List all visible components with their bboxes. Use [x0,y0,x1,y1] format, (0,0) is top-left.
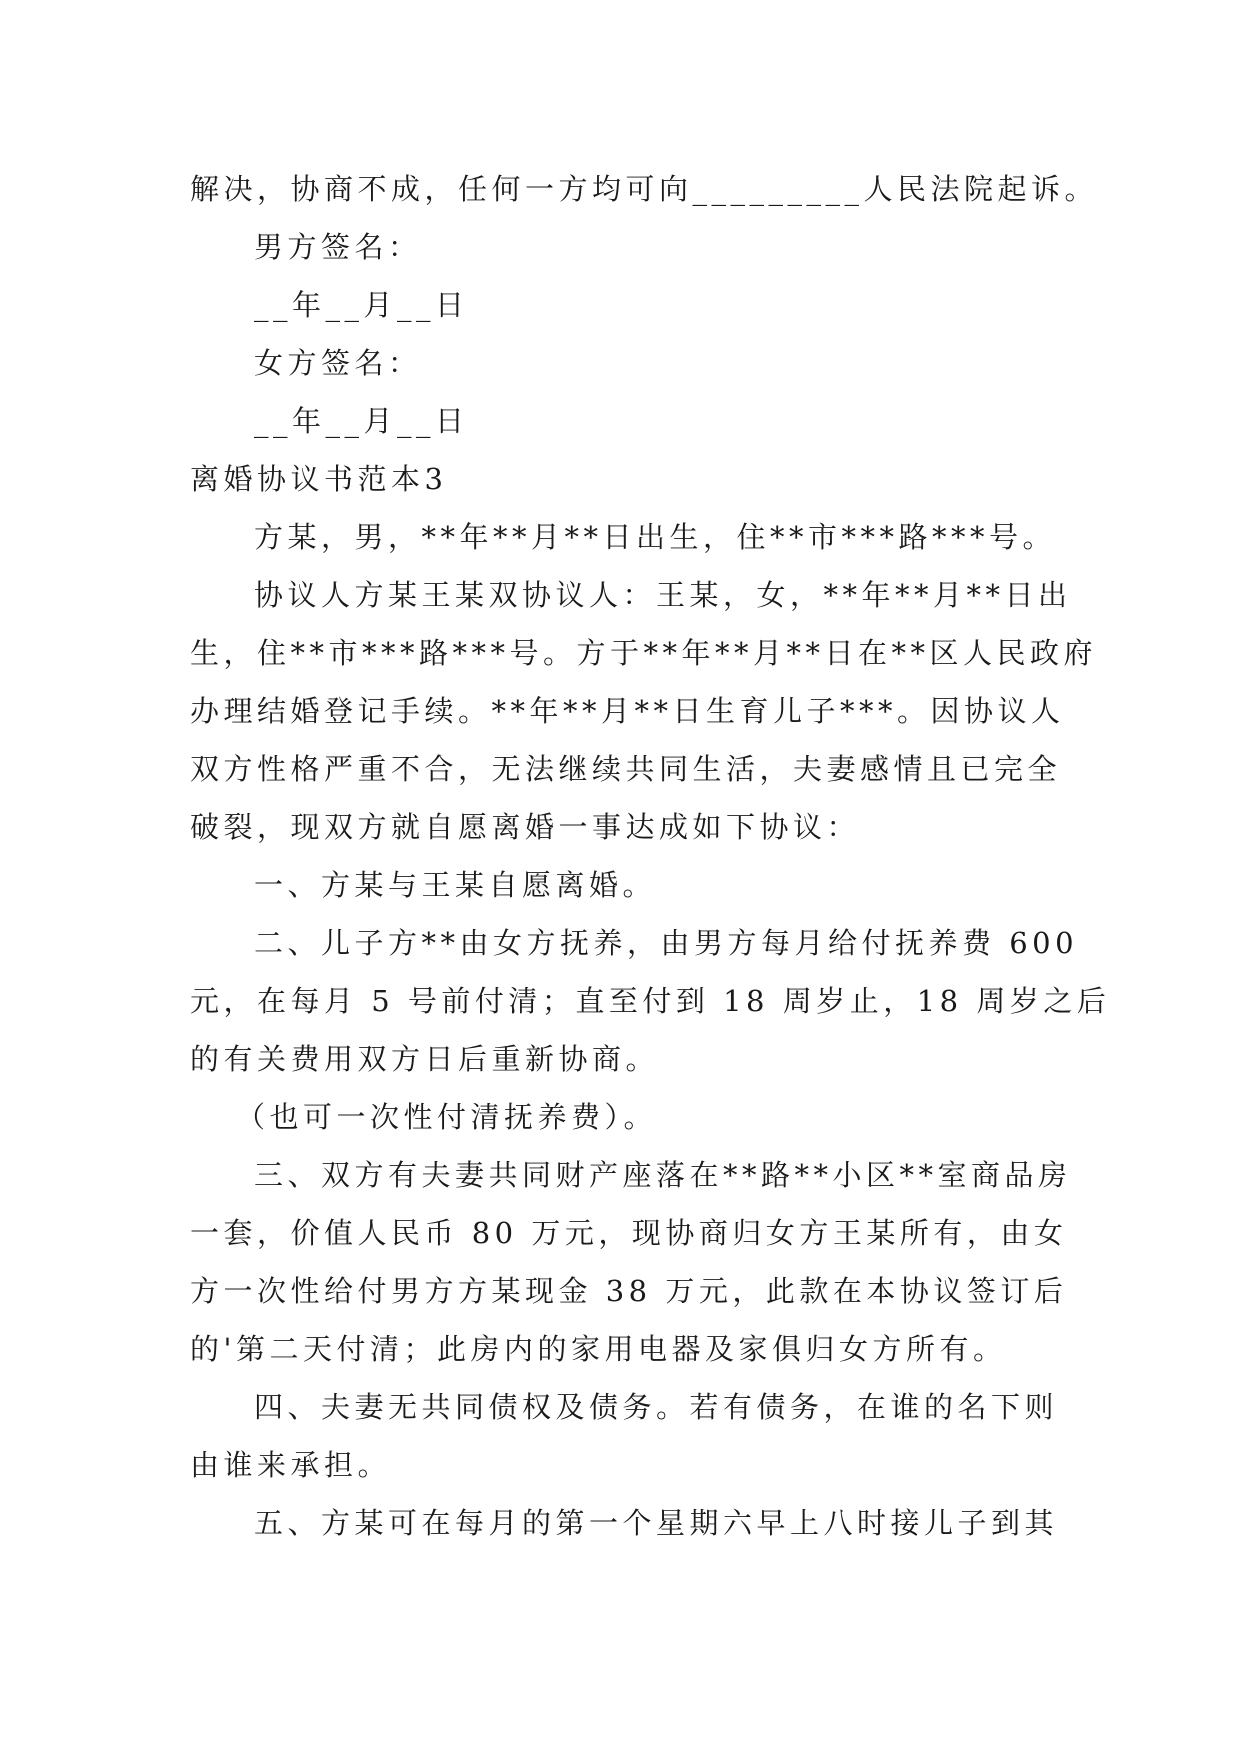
clause-5: 五、方某可在每月的第一个星期六早上八时接儿子到其 [254,1506,1059,1540]
paragraph-line: 一套，价值人民币 80 万元，现协商归女方王某所有，由女 [190,1216,1068,1250]
clause-3: 三、双方有夫妻共同财产座落在**路**小区**室商品房 [254,1158,1072,1192]
male-signature-date: __年__月__日 [254,288,469,322]
paragraph-line: 解决，协商不成，任何一方均可向_________人民法院起诉。 [190,172,1099,206]
paragraph-line: 元，在每月 5 号前付清；直至付到 18 周岁止，18 周岁之后 [190,984,1111,1018]
male-signature-label: 男方签名： [254,230,422,264]
female-signature-date: __年__月__日 [254,404,469,438]
clause-4: 四、夫妻无共同债权及债务。若有债务，在谁的名下则 [254,1390,1059,1424]
paragraph-line: 方某，男，**年**月**日出生，住**市***路***号。 [254,520,1057,554]
clause-2: 二、儿子方**由女方抚养，由男方每月给付抚养费 600 [254,926,1079,960]
paragraph-line: 的'第二天付清；此房内的家用电器及家俱归女方所有。 [190,1332,1007,1366]
paragraph-line: 破裂，现双方就自愿离婚一事达成如下协议： [190,810,861,844]
paragraph-line: 协议人方某王某双协议人：王某，女，**年**月**日出 [254,578,1072,612]
paragraph-line: 方一次性给付男方方某现金 38 万元，此款在本协议签订后 [190,1274,1068,1308]
paragraph-line: 生，住**市***路***号。方于**年**月**日在**区人民政府 [190,636,1098,670]
female-signature-label: 女方签名： [254,346,422,380]
paragraph-line: 办理结婚登记手续。**年**月**日生育儿子***。因协议人 [190,694,1065,728]
paragraph-line: 双方性格严重不合，无法继续共同生活，夫妻感情且已完全 [190,752,1062,786]
section-heading: 离婚协议书范本3 [190,462,448,496]
clause-1: 一、方某与王某自愿离婚。 [254,868,657,902]
document-body [190,160,1111,1552]
clause-2-note: （也可一次性付清抚养费）。 [236,1100,658,1134]
paragraph-line: 的有关费用双方日后重新协商。 [190,1042,660,1076]
paragraph-line: 由谁来承担。 [190,1448,392,1482]
